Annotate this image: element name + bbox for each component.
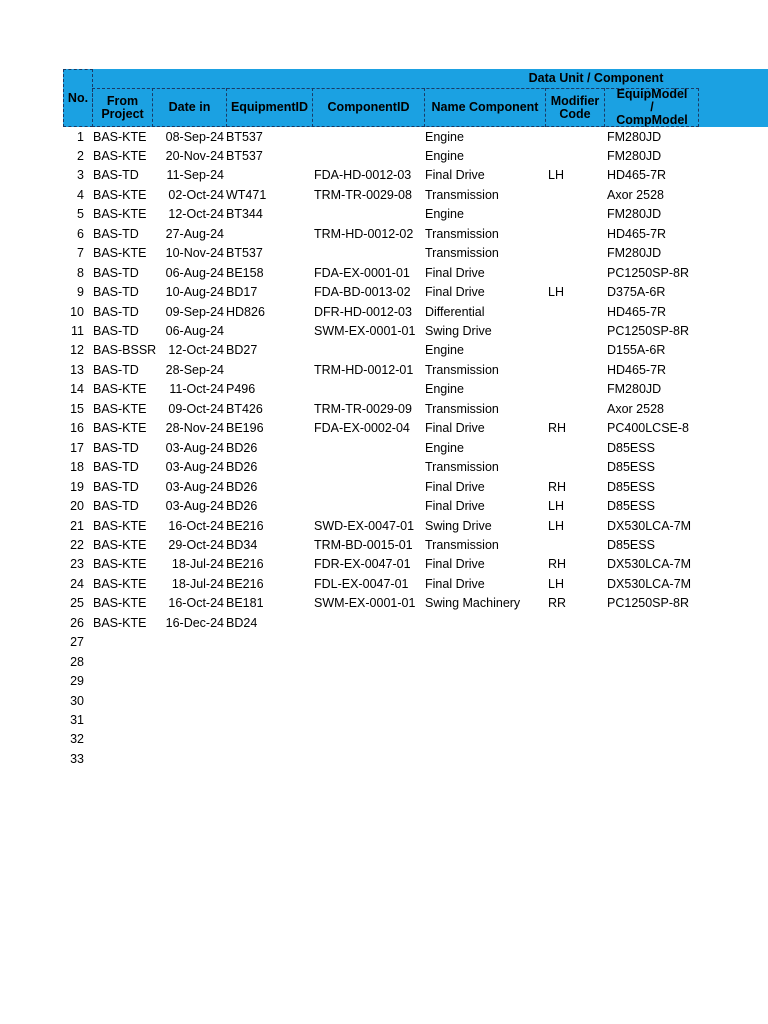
row-number: 19 [70,479,84,494]
modifier-code-cell: LH [548,576,564,591]
table-row [0,478,768,497]
model-cell: D155A-6R [607,343,666,358]
row-number: 10 [70,304,84,319]
model-cell: PC1250SP-8R [607,596,689,611]
modifier-code-cell: RH [548,479,567,494]
name-component-cell: Transmission [425,187,499,202]
from-project-cell: BAS-KTE [93,576,147,591]
model-cell: PC1250SP-8R [607,324,689,338]
component-id-cell: SWM-EX-0001-01 [314,596,416,611]
name-component-cell: Transmission [425,537,499,552]
row-number: 14 [70,382,84,397]
table-row [0,283,768,302]
row-number: 23 [70,557,84,572]
date-in-cell: 16-Oct-24 [168,518,224,533]
equipment-id-cell: BD24 [226,615,258,630]
name-component-cell: Transmission [425,246,499,261]
name-component-cell: Differential [425,304,485,319]
date-in-cell: 28-Nov-24 [165,421,224,436]
date-in-cell: 27-Aug-24 [165,226,224,241]
name-component-cell: Final Drive [425,421,485,436]
header-date-in: Date in [168,100,211,114]
equipment-id-cell: BD27 [226,343,258,358]
table-row [0,147,768,166]
model-cell: HD465-7R [607,226,667,241]
row-number: 27 [70,635,84,650]
row-number: 16 [70,421,84,436]
row-number: 4 [77,187,84,202]
table-row [0,128,768,147]
row-number: 20 [70,499,84,514]
component-id-cell: FDA-EX-0002-04 [314,421,410,436]
equipment-id-cell: BD17 [226,285,258,300]
from-project-cell: BAS-KTE [93,615,147,630]
equipment-id-cell: P496 [226,382,256,397]
from-project-cell: BAS-KTE [93,421,147,436]
equipment-id-cell: BD26 [226,440,258,455]
row-number: 5 [77,207,84,222]
table-row [0,419,768,438]
model-cell: DX530LCA-7M [607,576,692,591]
component-id-cell: TRM-TR-0029-09 [314,401,412,416]
name-component-cell: Final Drive [425,479,485,494]
date-in-cell [150,633,224,652]
model-cell: D85ESS [607,479,655,494]
date-in-cell: 03-Aug-24 [165,460,224,475]
equipment-id-cell: BE158 [226,265,264,280]
date-in-cell: 02-Oct-24 [168,187,224,202]
header-model: EquipModel / CompModel [616,87,688,127]
model-cell: PC1250SP-8R [607,265,689,280]
date-in-cell [150,672,224,691]
row-number: 12 [70,343,84,358]
name-component-cell: Swing Drive [425,324,492,338]
equipment-id-cell: HD826 [226,304,265,319]
name-component-cell: Final Drive [425,265,485,280]
model-cell: FM280JD [607,148,662,163]
date-in-cell: 12-Oct-24 [168,207,224,222]
component-id-cell: TRM-BD-0015-01 [314,537,413,552]
from-project-cell: BAS-KTE [93,187,147,202]
date-in-cell: 09-Oct-24 [168,401,224,416]
date-in-cell: 28-Sep-24 [165,362,224,377]
name-component-cell: Engine [425,382,464,397]
component-id-cell: SWM-EX-0001-01 [314,324,416,338]
name-component-cell: Final Drive [425,557,485,572]
from-project-cell: BAS-KTE [93,246,147,261]
table-row [0,536,768,555]
date-in-cell: 11-Oct-24 [169,382,224,397]
table-row [0,750,768,769]
row-number: 22 [70,537,84,552]
model-cell: D85ESS [607,440,655,455]
date-in-cell: 09-Sep-24 [165,304,224,319]
equipment-id-cell: BT537 [226,148,263,163]
date-in-cell [150,692,224,711]
date-in-cell [150,750,224,769]
component-id-cell: TRM-HD-0012-01 [314,362,414,377]
equipment-id-cell: BD26 [226,479,258,494]
component-id-cell: FDL-EX-0047-01 [314,576,409,591]
equipment-id-cell: BD26 [226,460,258,475]
date-in-cell: 06-Aug-24 [165,265,224,280]
row-number: 31 [70,713,84,727]
name-component-cell: Engine [425,207,464,222]
row-number: 8 [77,265,84,280]
row-number: 13 [70,362,84,377]
table-row [0,555,768,574]
date-in-cell: 03-Aug-24 [165,440,224,455]
table-row [0,672,768,691]
from-project-cell: BAS-TD [93,168,139,183]
equipment-id-cell: BT426 [226,401,263,416]
from-project-cell: BAS-TD [93,324,139,338]
from-project-cell: BAS-KTE [93,148,147,163]
equipment-id-cell: BT537 [226,129,263,144]
header-from-project: From Project [101,93,144,121]
row-number: 29 [70,674,84,689]
table-row [0,322,768,341]
table-row [0,244,768,263]
equipment-id-cell: BT537 [226,246,263,261]
table-row [0,186,768,205]
from-project-cell: BAS-KTE [93,537,147,552]
from-project-cell: BAS-KTE [93,207,147,222]
modifier-code-cell: RR [548,596,567,611]
model-cell: D375A-6R [607,285,666,300]
table-row [0,380,768,399]
name-component-cell: Final Drive [425,168,485,183]
table-row [0,205,768,224]
name-component-cell: Transmission [425,401,499,416]
component-id-cell: FDR-EX-0047-01 [314,557,411,572]
from-project-cell: BAS-TD [93,460,139,475]
component-id-cell: SWD-EX-0047-01 [314,518,415,533]
component-id-cell: TRM-HD-0012-02 [314,226,414,241]
table-row [0,730,768,749]
equipment-id-cell: BD26 [226,499,258,514]
row-number: 2 [77,148,84,163]
from-project-cell: BAS-KTE [93,557,147,572]
name-component-cell: Engine [425,440,464,455]
from-project-cell: BAS-BSSR [93,343,157,358]
date-in-cell: 16-Dec-24 [165,615,224,630]
row-number: 11 [71,324,84,338]
date-in-cell: 03-Aug-24 [165,479,224,494]
header-group-title: Data Unit / Component [528,71,664,85]
model-cell: DX530LCA-7M [607,557,692,572]
model-cell: DX530LCA-7M [607,518,692,533]
from-project-cell: BAS-KTE [93,129,147,144]
name-component-cell: Transmission [425,362,499,377]
from-project-cell: BAS-TD [93,285,139,300]
table-row [0,633,768,652]
header-equipment-id: EquipmentID [230,100,309,114]
equipment-id-cell: BT344 [226,207,263,222]
table-row [0,361,768,380]
row-number: 24 [70,576,84,591]
from-project-cell: BAS-KTE [93,401,147,416]
table-row [0,517,768,536]
model-cell: HD465-7R [607,304,667,319]
modifier-code-cell: LH [548,168,564,183]
table-row [0,614,768,633]
equipment-id-cell: BE196 [226,421,264,436]
row-number: 3 [77,168,84,183]
date-in-cell [150,711,224,730]
table-row [0,225,768,244]
equipment-id-cell: BE216 [226,518,264,533]
table-row [0,439,768,458]
table-row [0,341,768,360]
row-number: 25 [70,596,84,611]
from-project-cell: BAS-TD [93,499,139,514]
model-cell: D85ESS [607,499,655,514]
date-in-cell: 20-Nov-24 [165,148,224,163]
table-row [0,303,768,322]
model-cell: FM280JD [607,207,662,222]
row-number: 18 [70,460,84,475]
table-row [0,575,768,594]
date-in-cell: 10-Nov-24 [165,246,224,261]
table-row [0,400,768,419]
date-in-cell: 10-Aug-24 [165,285,224,300]
model-cell: Axor 2528 [607,187,664,202]
model-cell: PC400LCSE-8 [607,421,689,436]
row-number: 30 [70,693,84,708]
from-project-cell: BAS-TD [93,304,139,319]
table-row [0,497,768,516]
header-modifier-code: Modifier Code [550,93,600,121]
modifier-code-cell: LH [548,285,564,300]
model-cell: HD465-7R [607,168,667,183]
date-in-cell: 12-Oct-24 [168,343,224,358]
equipment-id-cell: BE216 [226,557,264,572]
header-component-id: ComponentID [327,100,410,114]
date-in-cell [150,730,224,749]
modifier-code-cell: LH [548,518,564,533]
date-in-cell: 11-Sep-24 [166,168,224,183]
from-project-cell: BAS-TD [93,362,139,377]
component-id-cell: FDA-EX-0001-01 [314,265,410,280]
date-in-cell: 08-Sep-24 [165,129,224,144]
date-in-cell: 16-Oct-24 [168,596,224,611]
row-number: 9 [77,285,84,300]
from-project-cell: BAS-TD [93,226,139,241]
component-id-cell: DFR-HD-0012-03 [314,304,412,319]
row-number: 1 [77,129,84,144]
name-component-cell: Swing Drive [425,518,492,533]
table-row [0,458,768,477]
name-component-cell: Final Drive [425,576,485,591]
date-in-cell: 29-Oct-24 [168,537,224,552]
table-row [0,711,768,730]
name-component-cell: Final Drive [425,285,485,300]
table-row [0,653,768,672]
row-number: 33 [70,751,84,766]
equipment-id-cell: BE181 [226,596,264,611]
equipment-id-cell: BD34 [226,537,258,552]
table-row [0,166,768,185]
name-component-cell: Engine [425,148,464,163]
component-id-cell: TRM-TR-0029-08 [314,187,412,202]
name-component-cell: Final Drive [425,499,485,514]
date-in-cell: 18-Jul-24 [171,557,224,572]
from-project-cell: BAS-TD [93,440,139,455]
component-id-cell: FDA-BD-0013-02 [314,285,411,300]
name-component-cell: Engine [425,343,464,358]
model-cell: FM280JD [607,246,662,261]
row-number: 28 [70,654,84,669]
date-in-cell: 18-Jul-24 [171,576,224,591]
model-cell: FM280JD [607,129,662,144]
from-project-cell: BAS-KTE [93,382,147,397]
model-cell: Axor 2528 [607,401,664,416]
row-number: 15 [70,401,84,416]
name-component-cell: Engine [425,129,464,144]
from-project-cell: BAS-TD [93,265,139,280]
model-cell: D85ESS [607,537,655,552]
model-cell: HD465-7R [607,362,667,377]
row-number: 6 [77,226,84,241]
row-number: 7 [77,246,84,261]
row-number: 17 [70,440,84,455]
equipment-id-cell: BE216 [226,576,264,591]
row-number: 26 [70,615,84,630]
date-in-cell [150,653,224,672]
model-cell: FM280JD [607,382,662,397]
model-cell: D85ESS [607,460,655,475]
component-id-cell: FDA-HD-0012-03 [314,168,412,183]
name-component-cell: Swing Machinery [425,596,521,611]
date-in-cell: 06-Aug-24 [165,324,224,338]
from-project-cell: BAS-KTE [93,596,147,611]
name-component-cell: Transmission [425,460,499,475]
table-row [0,264,768,283]
modifier-code-cell: RH [548,557,567,572]
header-name-component: Name Component [431,100,539,114]
table-row [0,692,768,711]
modifier-code-cell: LH [548,499,564,514]
modifier-code-cell: RH [548,421,567,436]
from-project-cell: BAS-KTE [93,518,147,533]
from-project-cell: BAS-TD [93,479,139,494]
equipment-id-cell: WT471 [226,187,267,202]
row-number: 32 [70,732,84,747]
name-component-cell: Transmission [425,226,499,241]
date-in-cell: 03-Aug-24 [165,499,224,514]
header-no: No. [67,90,89,105]
table-row [0,594,768,613]
row-number: 21 [70,518,84,533]
